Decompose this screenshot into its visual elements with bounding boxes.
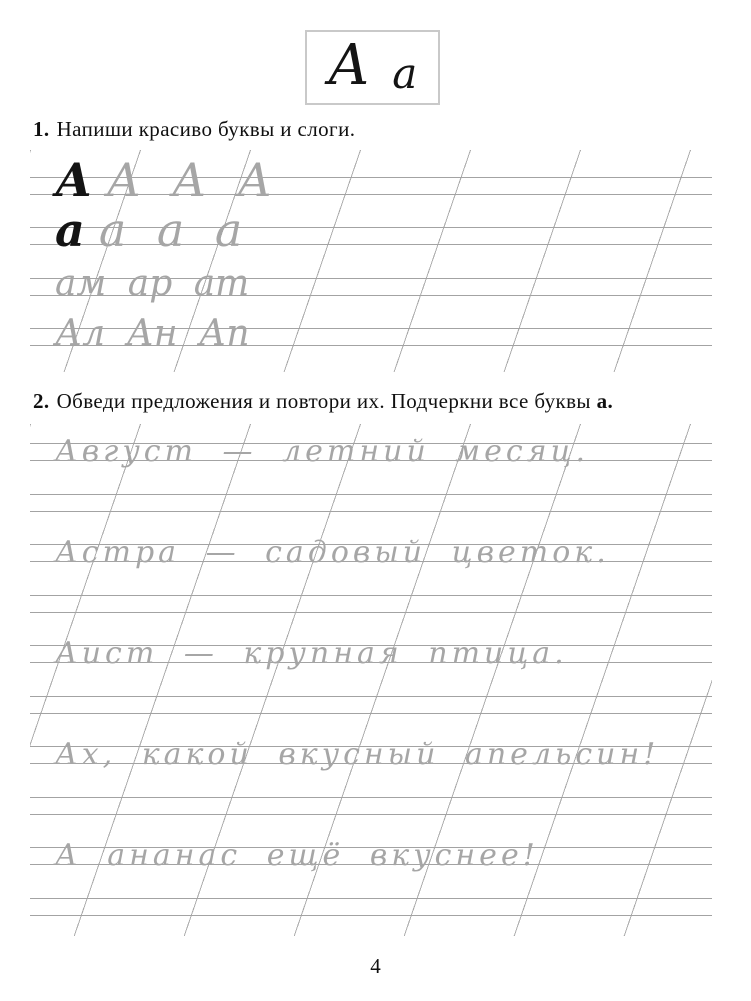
task-2-number: 2. <box>33 389 50 413</box>
trace-syllables-1: ам ар ат <box>55 263 250 304</box>
writing-rule-row <box>30 797 712 815</box>
trace-sentence-4: Ах, какой вкусный апельсин! <box>55 737 660 772</box>
writing-rule-row <box>30 595 712 613</box>
page-number: 4 <box>370 954 381 978</box>
task-1-number: 1. <box>33 117 50 141</box>
practice-row-syllables-1 <box>55 263 250 304</box>
practice-block-letters <box>30 150 712 372</box>
task-1-heading <box>33 117 355 142</box>
specimen-lowercase-letter: а <box>392 48 418 98</box>
task-2-heading <box>33 389 613 414</box>
model-letter-lowercase: а <box>55 203 85 257</box>
trace-sentence-3: Аист — крупная птица. <box>55 636 568 671</box>
model-letter-uppercase: А <box>55 153 93 207</box>
practice-row-uppercase <box>55 153 273 207</box>
writing-rule-row <box>30 898 712 916</box>
practice-row-syllables-2 <box>55 313 250 354</box>
task-2-target-letter: а. <box>596 389 614 413</box>
writing-rule-row <box>30 494 712 512</box>
trace-letters-uppercase: А А А <box>106 153 273 207</box>
practice-block-sentences <box>30 424 712 936</box>
trace-letters-lowercase: а а а <box>98 203 243 257</box>
task-1-text: Напиши красиво буквы и слоги. <box>56 117 356 141</box>
specimen-uppercase-letter: А <box>327 32 371 98</box>
trace-sentence-2: Астра — садовый цветок. <box>55 535 610 570</box>
trace-sentence-1: Август — летний месяц. <box>55 434 590 469</box>
task-2-text: Обведи предложения и повтори их. Подчеркни все буквы <box>56 389 591 413</box>
writing-rule-row <box>30 696 712 714</box>
trace-sentence-5: А ананас ещё вкуснее! <box>55 838 539 873</box>
practice-row-lowercase <box>55 203 243 257</box>
letter-specimen-card <box>305 30 440 105</box>
trace-syllables-2: Ал Ан Ап <box>55 313 250 354</box>
